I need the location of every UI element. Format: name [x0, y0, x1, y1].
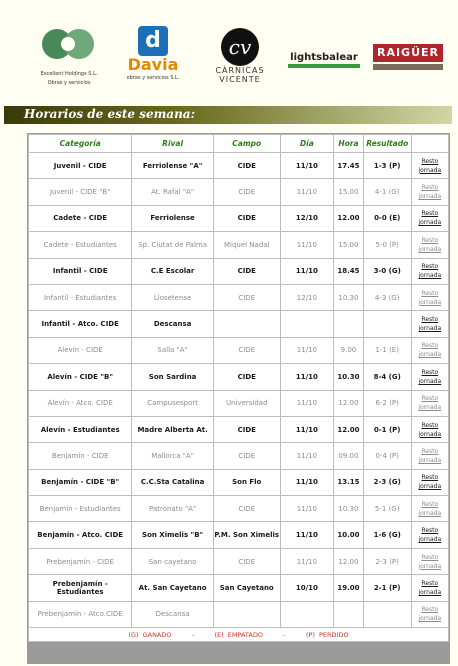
cell-rival: Descansa	[132, 311, 213, 336]
link-line1[interactable]: Resto	[421, 447, 439, 455]
resto-jornada-link[interactable]	[412, 364, 448, 389]
link-line2[interactable]: jornada	[418, 193, 442, 201]
cell-categoria: Juvenil - CIDE	[29, 153, 131, 178]
cell-categoria: Infantil - CIDE	[29, 259, 131, 284]
resto-jornada-link[interactable]	[412, 602, 448, 627]
cell-hora: 15.00	[334, 179, 363, 204]
cell-hora: 13.15	[334, 470, 363, 495]
link-line1[interactable]: Resto	[421, 157, 439, 165]
excellent-sub: Obras y servicios	[47, 80, 91, 86]
resto-jornada-link[interactable]	[412, 522, 448, 547]
raiguer-name: RAIGÜER	[373, 44, 443, 62]
link-line2[interactable]: jornada	[418, 298, 442, 306]
cell-resultado: 1-1 (E)	[364, 338, 411, 363]
link-line2[interactable]: jornada	[418, 219, 442, 227]
cell-rival: C.E Escolar	[132, 259, 213, 284]
cell-rival: Son Sardina	[132, 364, 213, 389]
cell-campo: CIDE	[214, 206, 280, 231]
cell-campo: CIDE	[214, 179, 280, 204]
header-hora: Hora	[334, 135, 363, 152]
cell-dia: 11/10	[281, 391, 333, 416]
cell-resultado: 0-1 (P)	[364, 417, 411, 442]
cell-resultado: 6-2 (P)	[364, 391, 411, 416]
link-line2[interactable]: jornada	[418, 562, 442, 570]
table-row	[29, 522, 448, 547]
cell-hora: 12.00	[334, 549, 363, 574]
cell-categoria: Infantil - Atco. CIDE	[29, 311, 131, 336]
cell-dia: 11/10	[281, 470, 333, 495]
link-line2[interactable]: jornada	[418, 456, 442, 464]
cell-hora: 9.00	[334, 338, 363, 363]
cell-resultado: 2-3 (P)	[364, 549, 411, 574]
cell-dia: 11/10	[281, 417, 333, 442]
cell-dia	[281, 311, 333, 336]
link-line1[interactable]: Resto	[421, 395, 439, 403]
header-resultado: Resultado	[364, 135, 411, 152]
table-row	[29, 470, 448, 495]
cell-rival: At. Rafal "A"	[132, 179, 213, 204]
cell-resultado	[364, 602, 411, 627]
table-row	[29, 232, 448, 257]
cell-rival: Ferriolense	[132, 206, 213, 231]
schedule-table-frame	[27, 133, 450, 664]
cell-dia: 11/10	[281, 179, 333, 204]
vicente-logo[interactable]	[210, 28, 270, 84]
resto-jornada-link[interactable]	[412, 391, 448, 416]
davia-d-icon: d	[138, 26, 168, 56]
table-row	[29, 179, 448, 204]
cell-campo: Miquel Nadal	[214, 232, 280, 257]
cell-campo: P.M. Son Ximelis	[214, 522, 280, 547]
cell-dia: 11/10	[281, 364, 333, 389]
header-rival: Rival	[132, 135, 213, 152]
cell-dia: 11/10	[281, 153, 333, 178]
vicente-line2: VICENTE	[219, 75, 261, 84]
resto-jornada-link[interactable]	[412, 179, 448, 204]
cell-campo: Son Flo	[214, 470, 280, 495]
cell-categoria: Alevín - CIDE	[29, 338, 131, 363]
cell-rival: Madre Alberta At.	[132, 417, 213, 442]
link-line1[interactable]: Resto	[421, 368, 439, 376]
resto-jornada-link[interactable]	[412, 417, 448, 442]
resto-jornada-link[interactable]	[412, 443, 448, 468]
cell-hora: 10.00	[334, 522, 363, 547]
table-row	[29, 391, 448, 416]
cell-resultado: 1-6 (G)	[364, 522, 411, 547]
link-line1[interactable]: Resto	[421, 421, 439, 429]
cell-campo: San Cayetano	[214, 575, 280, 600]
cell-rival: Son Ximelis "B"	[132, 522, 213, 547]
resto-jornada-link[interactable]	[412, 496, 448, 521]
link-line1[interactable]: Resto	[421, 210, 439, 218]
lightsbalear-logo[interactable]	[288, 52, 360, 68]
lightsbalear-bar	[288, 64, 360, 68]
cell-dia: 11/10	[281, 259, 333, 284]
cell-campo: CIDE	[214, 153, 280, 178]
link-line1[interactable]: Resto	[421, 316, 439, 324]
cell-resultado: 0-4 (P)	[364, 443, 411, 468]
raiguer-underline	[373, 64, 443, 70]
cell-dia: 11/10	[281, 338, 333, 363]
cell-hora: 12.00	[334, 417, 363, 442]
cell-categoria: Alevín - Estudiantes	[29, 417, 131, 442]
header-categoria: Categoría	[29, 135, 131, 152]
excellent-logo[interactable]	[34, 24, 104, 88]
cell-hora: 10.30	[334, 496, 363, 521]
cell-campo: CIDE	[214, 496, 280, 521]
cell-hora: 12.00	[334, 206, 363, 231]
table-row	[29, 153, 448, 178]
legend-text: (G) GANADO - (E) EMPATADO - (P) PERDIDO	[29, 628, 448, 641]
cell-categoria: Prebenjamín - CIDE	[29, 549, 131, 574]
cell-campo: Universidad	[214, 391, 280, 416]
davia-logo[interactable]	[120, 26, 186, 83]
resto-jornada-link[interactable]	[412, 470, 448, 495]
cell-campo: CIDE	[214, 549, 280, 574]
resto-jornada-link[interactable]	[412, 549, 448, 574]
cell-hora: 19.00	[334, 575, 363, 600]
table-row	[29, 549, 448, 574]
cell-rival: Descansa	[132, 602, 213, 627]
cell-campo: CIDE	[214, 285, 280, 310]
cell-hora: 09.00	[334, 443, 363, 468]
resto-jornada-link[interactable]	[412, 338, 448, 363]
cell-dia: 11/10	[281, 443, 333, 468]
cell-dia: 11/10	[281, 549, 333, 574]
cell-rival: Ferriolense "A"	[132, 153, 213, 178]
excellent-logo-mark	[34, 24, 104, 66]
davia-name: Davia	[127, 55, 179, 74]
cell-hora: 15.00	[334, 232, 363, 257]
cell-hora: 10.30	[334, 285, 363, 310]
cell-categoria: Alevín - Atco. CIDE	[29, 391, 131, 416]
cell-dia: 11/10	[281, 522, 333, 547]
link-line1[interactable]: Resto	[421, 184, 439, 192]
cell-resultado: 1-3 (P)	[364, 153, 411, 178]
table-row	[29, 311, 448, 336]
table-row	[29, 443, 448, 468]
cell-categoria: Prebenjamín - Atco.CIDE	[29, 602, 131, 627]
cell-resultado: 3-0 (G)	[364, 259, 411, 284]
sponsor-logos	[0, 0, 458, 100]
link-line1[interactable]: Resto	[421, 474, 439, 482]
cell-rival: Campusesport	[132, 391, 213, 416]
cell-categoria: Prebenjamín - Estudiantes	[29, 575, 131, 600]
cell-hora: 17.45	[334, 153, 363, 178]
cell-resultado: 2-1 (P)	[364, 575, 411, 600]
link-line2[interactable]: jornada	[418, 536, 442, 544]
lightsbalear-name: lightsbalear	[290, 52, 358, 63]
section-header	[4, 106, 452, 124]
cell-categoria: Cadete - CIDE	[29, 206, 131, 231]
link-line2[interactable]: jornada	[418, 245, 442, 253]
cell-resultado	[364, 311, 411, 336]
raiguer-logo[interactable]	[373, 44, 443, 70]
header-campo: Campo	[214, 135, 280, 152]
cell-rival: C.C.Sta Catalina	[132, 470, 213, 495]
cell-campo: CIDE	[214, 338, 280, 363]
davia-sub: obras y servicios S.L.	[126, 75, 180, 81]
cell-categoria: Benjamín - CIDE "B"	[29, 470, 131, 495]
legend-row	[29, 628, 448, 641]
table-row	[29, 575, 448, 600]
cell-campo: CIDE	[214, 259, 280, 284]
cell-rival: Sp. Ciutat de Palma	[132, 232, 213, 257]
cell-categoria: Alevín - CIDE "B"	[29, 364, 131, 389]
cell-resultado: 0-0 (E)	[364, 206, 411, 231]
link-line2[interactable]: jornada	[418, 351, 442, 359]
link-line1[interactable]: Resto	[421, 236, 439, 244]
link-line2[interactable]: jornada	[418, 430, 442, 438]
cell-rival: Mallorca "A"	[132, 443, 213, 468]
link-line1[interactable]: Resto	[421, 289, 439, 297]
cell-hora: 12.00	[334, 391, 363, 416]
link-line2[interactable]: jornada	[418, 377, 442, 385]
link-line2[interactable]: jornada	[418, 483, 442, 491]
link-line1[interactable]: Resto	[421, 606, 439, 614]
resto-jornada-link[interactable]	[412, 153, 448, 178]
cell-hora: 10.30	[334, 364, 363, 389]
resto-jornada-link[interactable]	[412, 285, 448, 310]
cell-resultado: 5-1 (G)	[364, 496, 411, 521]
table-row	[29, 496, 448, 521]
cell-categoria: Benjamín - Estudiantes	[29, 496, 131, 521]
header-dia: Día	[281, 135, 333, 152]
link-line1[interactable]: Resto	[421, 579, 439, 587]
cell-dia	[281, 602, 333, 627]
cell-categoria: Juvenil - CIDE "B"	[29, 179, 131, 204]
cell-resultado: 5-0 (P)	[364, 232, 411, 257]
link-line2[interactable]: jornada	[418, 588, 442, 596]
cell-rival: At. San Cayetano	[132, 575, 213, 600]
cell-categoria: Benjamín - Atco. CIDE	[29, 522, 131, 547]
cell-categoria: Benjamín - CIDE	[29, 443, 131, 468]
cell-resultado: 8-4 (G)	[364, 364, 411, 389]
table-row	[29, 364, 448, 389]
resto-jornada-link[interactable]	[412, 232, 448, 257]
cell-hora: 18.45	[334, 259, 363, 284]
table-row	[29, 206, 448, 231]
schedule-table	[28, 134, 449, 642]
table-row	[29, 602, 448, 627]
cell-campo	[214, 602, 280, 627]
link-line2[interactable]: jornada	[418, 615, 442, 623]
resto-jornada-link[interactable]	[412, 259, 448, 284]
vicente-cv-icon: cv	[221, 28, 259, 66]
resto-jornada-link[interactable]	[412, 206, 448, 231]
cell-hora	[334, 602, 363, 627]
cell-resultado: 4-1 (G)	[364, 179, 411, 204]
table-row	[29, 259, 448, 284]
cell-resultado: 4-3 (G)	[364, 285, 411, 310]
excellent-name: Excellent Holdings S.L.	[40, 71, 98, 77]
cell-dia: 11/10	[281, 232, 333, 257]
table-row	[29, 417, 448, 442]
header-links	[412, 135, 448, 152]
link-line1[interactable]: Resto	[421, 500, 439, 508]
table-row	[29, 285, 448, 310]
cell-rival: Llosetense	[132, 285, 213, 310]
resto-jornada-link[interactable]	[412, 311, 448, 336]
link-line2[interactable]: jornada	[418, 325, 442, 333]
cell-dia: 10/10	[281, 575, 333, 600]
link-line2[interactable]: jornada	[418, 509, 442, 517]
cell-dia: 12/10	[281, 285, 333, 310]
link-line1[interactable]: Resto	[421, 553, 439, 561]
cell-categoria: Cadete - Estudiantes	[29, 232, 131, 257]
cell-rival: San cayetano	[132, 549, 213, 574]
table-row	[29, 338, 448, 363]
cell-rival: Salla "A"	[132, 338, 213, 363]
section-title: Horarios de este semana:	[24, 107, 195, 121]
cell-hora	[334, 311, 363, 336]
link-line2[interactable]: jornada	[418, 272, 442, 280]
link-line1[interactable]: Resto	[421, 263, 439, 271]
cell-resultado: 2-3 (G)	[364, 470, 411, 495]
cell-campo	[214, 311, 280, 336]
cell-dia: 11/10	[281, 496, 333, 521]
link-line2[interactable]: jornada	[418, 166, 442, 174]
link-line1[interactable]: Resto	[421, 342, 439, 350]
resto-jornada-link[interactable]	[412, 575, 448, 600]
vicente-line1: CÀRNICAS	[215, 66, 265, 75]
cell-dia: 12/10	[281, 206, 333, 231]
cell-campo: CIDE	[214, 443, 280, 468]
link-line1[interactable]: Resto	[421, 527, 439, 535]
link-line2[interactable]: jornada	[418, 404, 442, 412]
cell-campo: CIDE	[214, 364, 280, 389]
cell-rival: Patronato "A"	[132, 496, 213, 521]
cell-campo: CIDE	[214, 417, 280, 442]
cell-categoria: Infantil - Estudiantes	[29, 285, 131, 310]
table-header-row	[29, 135, 448, 152]
